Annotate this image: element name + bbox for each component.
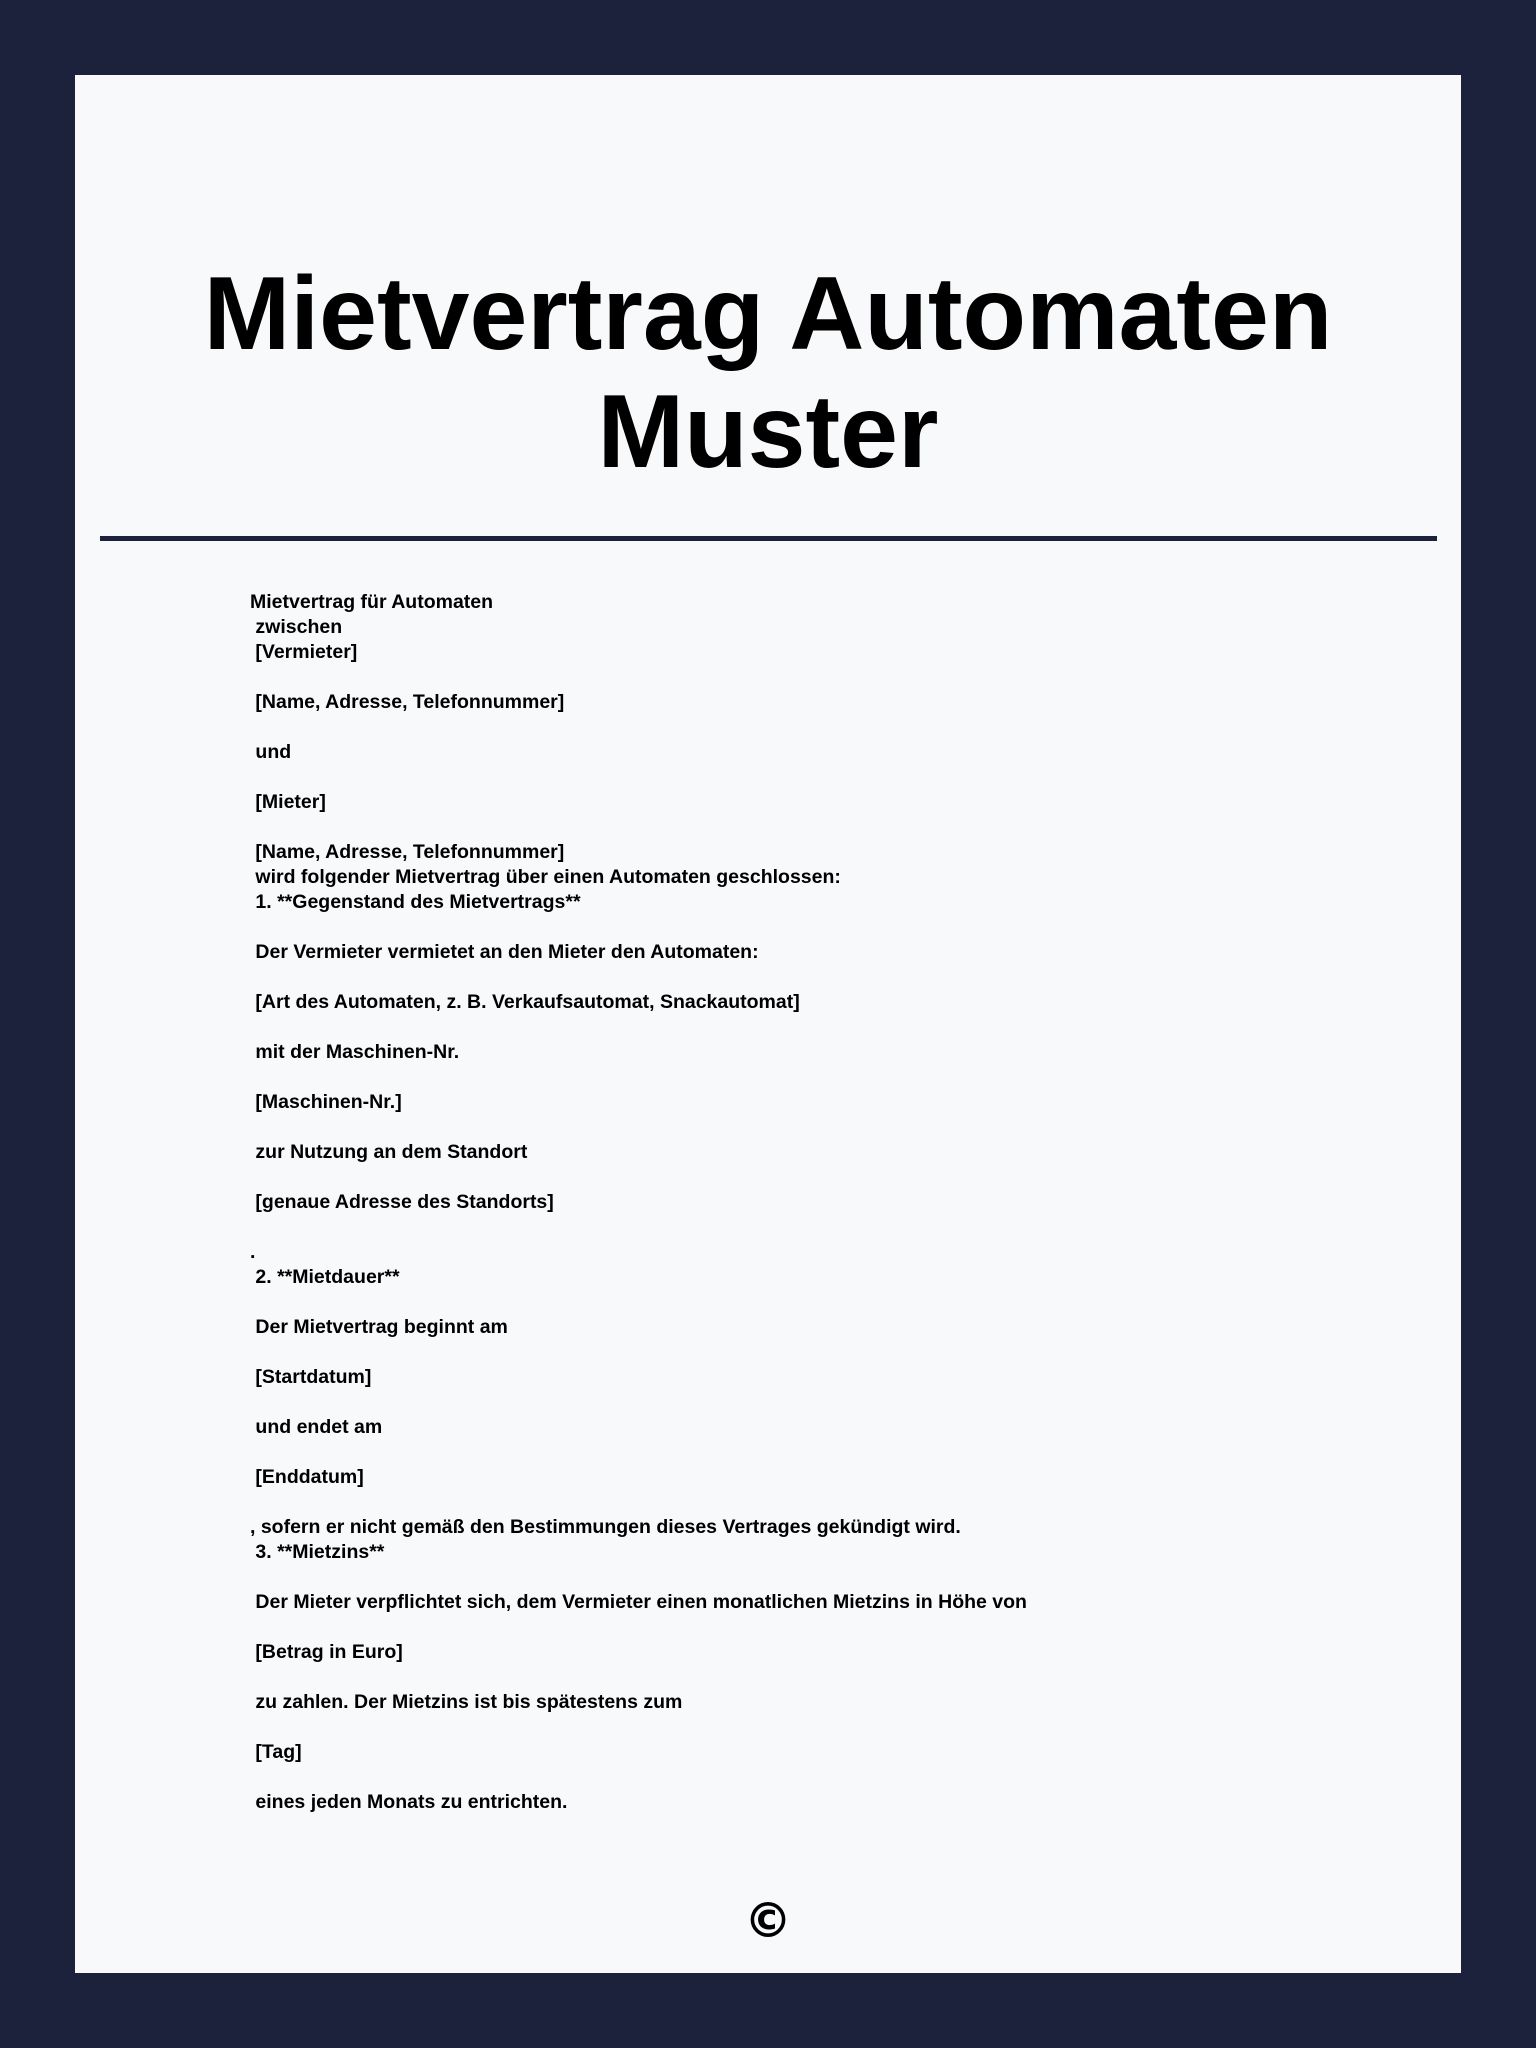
contract-line: [Art des Automaten, z. B. Verkaufsautomat, Snackautomat] xyxy=(250,991,800,1013)
blank-line xyxy=(250,715,1350,740)
contract-line: zur Nutzung an dem Standort xyxy=(250,1141,528,1163)
blank-line xyxy=(250,1215,1350,1240)
copyright-icon: © xyxy=(744,1893,792,1949)
contract-line: [Startdatum] xyxy=(250,1366,372,1388)
blank-line xyxy=(250,1115,1350,1140)
blank-line xyxy=(250,1015,1350,1040)
title-divider xyxy=(100,536,1437,541)
contract-line: zu zahlen. Der Mietzins ist bis spätestens zum xyxy=(250,1691,683,1713)
contract-line: [Vermieter] xyxy=(250,641,358,663)
contract-line: [Name, Adresse, Telefonnummer] xyxy=(250,841,565,863)
blank-line xyxy=(250,1615,1350,1640)
blank-line xyxy=(250,1715,1350,1740)
document-page xyxy=(75,75,1461,1973)
contract-line: zwischen xyxy=(250,616,343,638)
contract-line: und xyxy=(250,741,292,763)
contract-line: [Name, Adresse, Telefonnummer] xyxy=(250,691,565,713)
contract-line: 2. **Mietdauer** xyxy=(250,1266,400,1288)
contract-line: [Tag] xyxy=(250,1741,302,1763)
blank-line xyxy=(250,1290,1350,1315)
contract-line: Der Mieter verpflichtet sich, dem Vermieter einen monatlichen Mietzins in Höhe von xyxy=(250,1591,1027,1613)
blank-line xyxy=(250,1440,1350,1465)
blank-line xyxy=(250,1765,1350,1790)
contract-line: 3. **Mietzins** xyxy=(250,1541,385,1563)
contract-line: Der Vermieter vermietet an den Mieter den Automaten: xyxy=(250,941,759,963)
contract-line: [Maschinen-Nr.] xyxy=(250,1091,402,1113)
blank-line xyxy=(250,1340,1350,1365)
contract-line: eines jeden Monats zu entrichten. xyxy=(250,1791,568,1813)
blank-line xyxy=(250,1665,1350,1690)
blank-line xyxy=(250,915,1350,940)
contract-line: 1. **Gegenstand des Mietvertrags** xyxy=(250,891,581,913)
contract-line: [Enddatum] xyxy=(250,1466,364,1488)
blank-line xyxy=(250,665,1350,690)
contract-body xyxy=(250,590,1350,1815)
contract-line: [Mieter] xyxy=(250,791,326,813)
blank-line xyxy=(250,765,1350,790)
blank-line xyxy=(250,1390,1350,1415)
contract-line: . xyxy=(250,1241,256,1263)
blank-line xyxy=(250,1490,1350,1515)
contract-line: [Betrag in Euro] xyxy=(250,1641,403,1663)
contract-line: [genaue Adresse des Standorts] xyxy=(250,1191,554,1213)
document-title: Mietvertrag Automaten Muster xyxy=(203,256,1333,490)
blank-line xyxy=(250,965,1350,990)
blank-line xyxy=(250,1165,1350,1190)
contract-line: wird folgender Mietvertrag über einen Automaten geschlossen: xyxy=(250,866,841,888)
contract-line: mit der Maschinen-Nr. xyxy=(250,1041,460,1063)
contract-line: Mietvertrag für Automaten xyxy=(250,591,494,613)
blank-line xyxy=(250,815,1350,840)
blank-line xyxy=(250,1565,1350,1590)
contract-line: , sofern er nicht gemäß den Bestimmungen dieses Vertrages gekündigt wird. xyxy=(250,1516,961,1538)
contract-line: Der Mietvertrag beginnt am xyxy=(250,1316,508,1338)
contract-line: und endet am xyxy=(250,1416,383,1438)
blank-line xyxy=(250,1065,1350,1090)
